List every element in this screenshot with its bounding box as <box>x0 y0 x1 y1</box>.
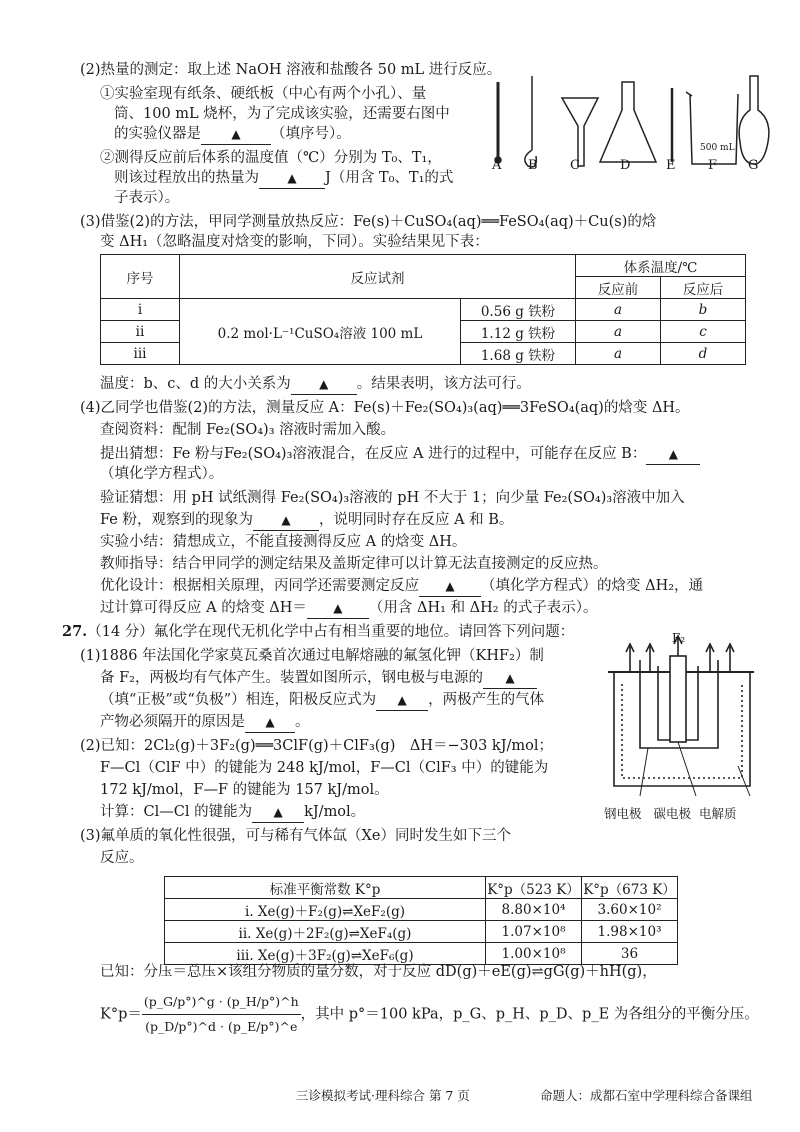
header-reaction: 标准平衡常数 K°p <box>165 877 486 899</box>
q27-known-line: 已知：分压＝总压×该组分物质的量分数，对于反应 dD(g)＋eE(g)⇌gG(g)＋hH(g)， <box>100 964 657 980</box>
cell-solution: 0.2 mol·L⁻¹CuSO₄溶液 100 mL <box>180 299 461 365</box>
gas-outlet-arrow-icon <box>626 644 634 672</box>
q27-p1-line1: (1)1886 年法国化学家莫瓦桑首次通过电解熔融的氟氢化钾（KHF₂）制 <box>80 648 544 664</box>
conical-flask-icon <box>600 82 656 162</box>
text: （14 分）氟化学在现代无机化学中占有相当重要的地位。请回答下列问题： <box>87 624 575 640</box>
text: （填化学方程式）的焓变 ΔH₂，通 <box>481 578 704 594</box>
text: 过计算可得反应 A 的焓变 ΔH＝ <box>100 600 307 616</box>
label-a: A <box>492 158 502 173</box>
q27-kp-expression <box>100 990 759 1039</box>
label-c: C <box>570 158 580 173</box>
header-seq: 序号 <box>101 255 180 299</box>
text: 提出猜想：Fe 粉与Fe₂(SO₄)₃溶液混合，在反应 A 进行的过程中，可能存在反应 B： <box>100 446 647 462</box>
cell-iron: 1.68 g 铁粉 <box>461 343 576 365</box>
cell-after: b <box>661 299 746 321</box>
cell-before: a <box>576 343 661 365</box>
q27-p3-line1: (3)氟单质的氧化性很强，可与稀有气体氙（Xe）同时发生如下三个 <box>80 828 511 844</box>
header-before: 反应前 <box>576 277 661 299</box>
equilibrium-constant-table <box>164 876 678 965</box>
blank-marker: ▲ <box>265 715 275 729</box>
label-steel-electrode: 钢电极 <box>604 806 642 821</box>
cell-iron: 0.56 g 铁粉 <box>461 299 576 321</box>
q26-p4-line3 <box>100 444 700 465</box>
q27-p2-line3: 172 kJ/mol，F—F 的键能为 157 kJ/mol。 <box>100 782 389 798</box>
carbon-electrode <box>670 656 686 742</box>
text: 备 F₂，两极均有气体产生。装置如图所示，钢电极与电源的 <box>100 670 483 686</box>
gas-outlet-arrow-icon <box>726 644 734 672</box>
cell-k523: 1.07×10⁸ <box>486 921 582 943</box>
q26-p4-line10 <box>100 598 597 619</box>
header-after: 反应后 <box>661 277 746 299</box>
funnel-icon <box>562 98 598 166</box>
q27-p3-line2: 反应。 <box>100 850 144 866</box>
q26-p4-line4: （填化学方程式）。 <box>100 466 224 482</box>
text: （填“正极”或“负极”）相连，阳极反应式为 <box>100 692 377 708</box>
blank-marker: ▲ <box>333 601 343 615</box>
gas-outlet-arrow-icon <box>646 644 654 672</box>
answer-blank[interactable] <box>259 168 325 189</box>
blank-marker: ▲ <box>397 693 407 707</box>
q27-p1-line2 <box>100 668 537 689</box>
header-k523: K°p（523 K） <box>486 877 582 899</box>
text: （填序号）。 <box>271 126 351 142</box>
calorimetry-table <box>100 254 746 365</box>
answer-blank[interactable] <box>646 444 700 465</box>
text: ，说明同时存在反应 A 和 B。 <box>318 512 514 528</box>
cell-seq: iii <box>101 343 180 365</box>
q26-p2-1-line3 <box>114 124 351 145</box>
cell-reaction: i. Xe(g)＋F₂(g)⇌XeF₂(g) <box>165 899 486 921</box>
cell-reaction: iii. Xe(g)＋3F₂(g)⇌XeF₆(g) <box>165 943 486 965</box>
fraction-denominator: (p_D/p°)^d · (p_E/p°)^e <box>145 1019 298 1034</box>
blank-marker: ▲ <box>445 579 455 593</box>
q26-p4-line2: 查阅资料：配制 Fe₂(SO₄)₃ 溶液时需加入酸。 <box>100 422 396 438</box>
text: （用含 ΔH₁ 和 ΔH₂ 的式子表示）。 <box>368 600 598 616</box>
q27-p2-line2: F—Cl（ClF 中）的键能为 248 kJ/mol，F—Cl（ClF₃ 中）的键能为 <box>100 760 549 776</box>
q27-p1-line4 <box>100 712 310 733</box>
fraction-numerator: (p_G/p°)^g · (p_H/p°)^h <box>142 990 301 1015</box>
header-k673: K°p（673 K） <box>582 877 678 899</box>
cell-seq: i <box>101 299 180 321</box>
q26-p4-line1: (4)乙同学也借鉴(2)的方法，测量反应 A：Fe(s)＋Fe₂(SO₄)₃(aq)══3FeSO₄(aq)的焓变 ΔH。 <box>80 400 690 416</box>
q27-p2-line1: (2)已知：2Cl₂(g)＋3F₂(g)══3ClF(g)＋ClF₃(g) ΔH＝−303 kJ/mol； <box>80 738 554 754</box>
text: 的实验仪器是 <box>114 126 201 142</box>
cell-before: a <box>576 321 661 343</box>
blank-marker: ▲ <box>273 805 283 819</box>
answer-blank[interactable] <box>291 374 357 395</box>
q26-p4-line8: 教师指导：结合甲同学的测定结果及盖斯定律可以计算无法直接测定的反应热。 <box>100 556 608 572</box>
answer-blank[interactable] <box>245 712 295 733</box>
q26-p3-line2: 变 ΔH₁（忽略温度对焓变的影响，下同）。实验结果见下表： <box>100 234 489 250</box>
label-f: F <box>708 158 718 173</box>
header-reagent: 反应试剂 <box>180 255 576 299</box>
beaker-volume-label: 500 mL <box>700 143 735 153</box>
q27-intro <box>62 622 574 642</box>
answer-blank[interactable] <box>376 690 428 711</box>
footer-page-info: 三诊模拟考试·理科综合 第 7 页 <box>296 1088 470 1103</box>
cell-iron: 1.12 g 铁粉 <box>461 321 576 343</box>
gas-outlet-arrow-icon <box>706 644 714 672</box>
table-row <box>165 899 678 921</box>
text: 产物必须隔开的原因是 <box>100 714 245 730</box>
cell-seq: ii <box>101 321 180 343</box>
blank-marker: ▲ <box>319 377 329 391</box>
text: 优化设计：根据相关原理，丙同学还需要测定反应 <box>100 578 419 594</box>
q26-p2-2-line1: ②测得反应前后体系的温度值（℃）分别为 T₀、T₁， <box>100 150 442 166</box>
text: 。结果表明，该方法可行。 <box>356 376 531 392</box>
cell-before: a <box>576 299 661 321</box>
text: kJ/mol。 <box>304 804 366 820</box>
answer-blank[interactable] <box>483 668 537 689</box>
text: ，两极产生的气体 <box>428 692 545 708</box>
cell-labels <box>604 804 737 822</box>
kp-symbol: K°p＝ <box>100 1006 142 1023</box>
q27-p1-line3 <box>100 690 544 711</box>
q26-p2-2-line2 <box>114 168 453 189</box>
f2-label: F₂ <box>672 631 686 645</box>
text: 温度：b、c、d 的大小关系为 <box>100 376 291 392</box>
cell-k673: 3.60×10² <box>582 899 678 921</box>
label-carbon-electrode: 碳电极 <box>653 806 692 821</box>
q26-p2-1-line2: 筒、100 mL 烧杯，为了完成该实验，还需要右图中 <box>114 106 450 122</box>
answer-blank[interactable] <box>253 510 319 531</box>
q26-p3-conclusion <box>100 374 531 395</box>
blank-marker: ▲ <box>505 671 515 685</box>
table-row <box>165 921 678 943</box>
cell-after: c <box>661 321 746 343</box>
label-electrolyte: 电解质 <box>699 806 737 821</box>
text: 。 <box>295 714 310 730</box>
q26-p2-1-line1: ①实验室现有纸条、硬纸板（中心有两个小孔）、量 <box>100 86 427 102</box>
q26-p4-line5: 验证猜想：用 pH 试纸测得 Fe₂(SO₄)₃溶液的 pH 不大于 1；向少量 Fe₂(SO₄)₃溶液中加入 <box>100 490 685 506</box>
answer-blank[interactable] <box>419 576 481 597</box>
cell-after: d <box>661 343 746 365</box>
footer-author: 命题人：成都石室中学理科综合备课组 <box>540 1088 753 1103</box>
text: 计算：Cl—Cl 的键能为 <box>100 804 253 820</box>
cell-k673: 36 <box>582 943 678 965</box>
text: J（用含 T₀、T₁的式 <box>325 170 454 186</box>
kp-fraction <box>142 990 301 1039</box>
text: 则该过程放出的热量为 <box>114 170 259 186</box>
q26-p4-line6 <box>100 510 513 531</box>
table-row <box>101 299 746 321</box>
volumetric-flask-icon <box>739 76 769 164</box>
q26-p4-line9 <box>100 576 703 597</box>
label-e: E <box>666 158 676 173</box>
label-d: D <box>620 158 631 173</box>
cell-k523: 1.00×10⁸ <box>486 943 582 965</box>
q27-p2-line4 <box>100 802 365 823</box>
header-temp: 体系温度/℃ <box>576 255 746 277</box>
blank-marker: ▲ <box>668 447 678 461</box>
answer-blank[interactable] <box>307 598 369 619</box>
cell-k523: 8.80×10⁴ <box>486 899 582 921</box>
cell-k673: 1.98×10³ <box>582 921 678 943</box>
question-number: 27. <box>62 623 88 640</box>
q26-p3-line1: (3)借鉴(2)的方法，甲同学测量放热反应：Fe(s)＋CuSO₄(aq)══FeSO₄(aq)＋Cu(s)的焓 <box>80 214 657 230</box>
label-g: G <box>748 158 759 173</box>
cell-reaction: ii. Xe(g)＋2F₂(g)⇌XeF₄(g) <box>165 921 486 943</box>
blank-marker: ▲ <box>281 513 291 527</box>
label-b: B <box>528 158 538 173</box>
text: ，其中 p°＝100 kPa，p_G、p_H、p_D、p_E 为各组分的平衡分压。 <box>300 1006 759 1023</box>
blank-marker: ▲ <box>287 171 297 185</box>
answer-blank[interactable] <box>201 124 271 145</box>
electrolysis-cell-figure <box>600 636 770 806</box>
q26-p2-intro: (2)热量的测定：取上述 NaOH 溶液和盐酸各 50 mL 进行反应。 <box>80 62 502 78</box>
blank-marker: ▲ <box>231 127 241 141</box>
answer-blank[interactable] <box>252 802 304 823</box>
q26-p4-line7: 实验小结：猜想成立，不能直接测得反应 A 的焓变 ΔH。 <box>100 534 467 550</box>
text: Fe 粉，观察到的现象为 <box>100 512 253 528</box>
q26-p2-2-line3: 子表示）。 <box>114 190 180 206</box>
